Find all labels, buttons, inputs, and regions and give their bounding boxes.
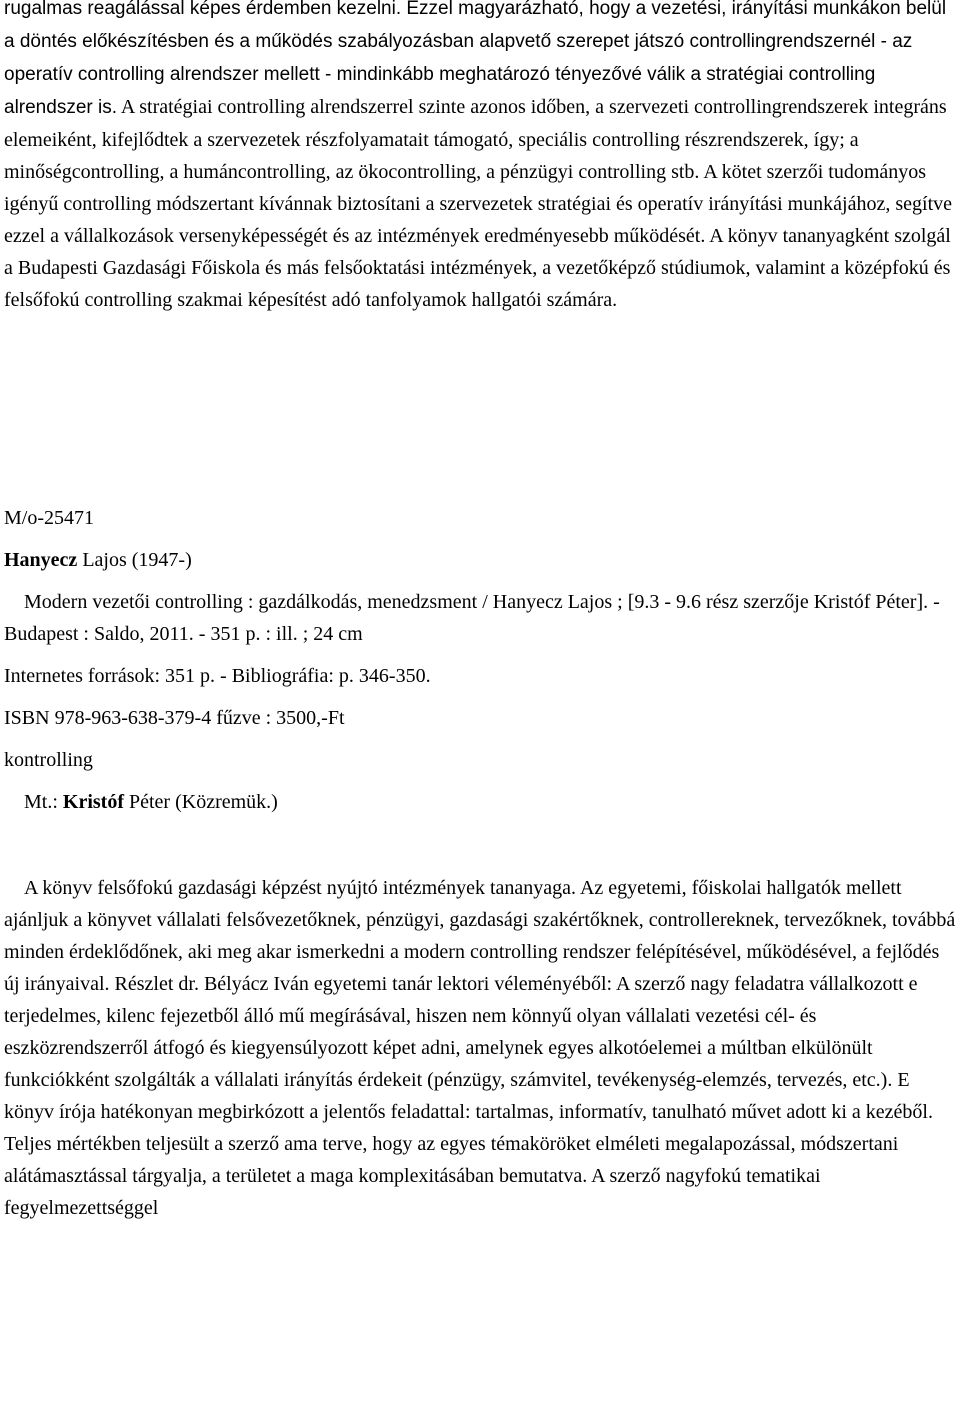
record-title-statement: Modern vezetői controlling : gazdálkodás, menedzsment / Hanyecz Lajos ; [9.3 - 9.6 rész szerzője Kristóf Péter]. - Budapest : Saldo, 2011. - 351 p. : ill. ; 24 cm: [4, 591, 940, 645]
contributor-surname: Kristóf: [62, 791, 124, 813]
record-subject: kontrolling: [4, 749, 93, 771]
record-notes: Internetes források: 351 p. - Bibliográfia: p. 346-350.: [4, 665, 431, 687]
intro-serif-text: A stratégiai controlling alrendszerrel szinte azonos időben, a szervezeti controllingrendszerek integráns elemeiként, kifejlődtek a szervezetek részfolyamatait támogató, speciális controlling részrendszerek, így; a minőségcontrolling, a humáncontrolling, az ökocontrolling, a pénzügyi controlling stb. A kötet szerzői tudományos igényű controlling módszertant kívánnak biztosítani a szervezetek stratégiai és operatív irányítási munkájához, segítve ezzel a vállalkozások versenyképességét és az intézmények eredményesebb működését. A könyv tananyagként szolgál a Budapesti Gazdasági Főiskola és más felsőoktatási intézmények, a vezetőképző stúdiumok, valamint a középfokú és felsőfokú controlling szakmai képesítést adó tanfolyamok hallgatói számára.: [4, 96, 953, 311]
record-contributor: [4, 786, 956, 818]
contributor-prefix: Mt.:: [24, 791, 63, 813]
intro-sans-text: rugalmas reagálással képes érdemben kezelni. Ezzel magyarázható, hogy a vezetési, irányítási munkákon belül a döntés előkészítésben és a működés szabályozásban alapvető szerepet játszó controllingrendszernél - az operatív controlling alrendszer mellett - mindinkább meghatározó tényezővé válik a stratégiai controlling alrendszer is.: [4, 0, 947, 118]
intro-paragraph: [4, 0, 956, 316]
catalog-record: [4, 502, 956, 818]
abstract-paragraph: A könyv felsőfokú gazdasági képzést nyújtó intézmények tananyaga. Az egyetemi, főiskolai hallgatók mellett ajánljuk a könyvet vállalati felsővezetőknek, pénzügyi, gazdasági szakértőknek, controllereknek, tervezőknek, továbbá minden érdeklődőnek, aki meg akar ismerkedni a modern controlling rendszer felépítésével, működésével, a fejlődés új irányaival. Részlet dr. Bélyácz Iván egyetemi tanár lektori véleményéből: A szerző nagy feladatra vállalkozott e terjedelmes, kilenc fejezetből álló mű megírásával, hiszen nem könnyű olyan vállalati vezetési cél- és eszközrendszerről átfogó és kiegyensúlyozott képet adni, amelynek egyes alkotóelemei a múltban elkülönült funkciókként szolgálták a vállalati irányítás érdekeit (pénzügy, számvitel, tevékenység-elemzés, tervezés, etc.). E könyv írója hatékonyan megbirkózott a jelentős feladattal: tartalmas, informatív, tanulható művet adott ki a kezéből. Teljes mértékben teljesült a szerző ama terve, hogy az egyes témaköröket elméleti megalapozással, módszertani alátámasztással tárgyalja, a területet a maga komplexitásában bemutatva. A szerző nagyfokú tematikai fegyelmezettséggel: [4, 877, 956, 1219]
contributor-rest: Péter (Közremük.): [124, 791, 278, 813]
document-page: [4, 0, 956, 1224]
record-isbn: ISBN 978-963-638-379-4 fűzve : 3500,-Ft: [4, 707, 345, 729]
record-id: M/o-25471: [4, 507, 94, 529]
author-surname: Hanyecz: [4, 549, 78, 571]
record-author: [4, 544, 956, 576]
author-rest: Lajos (1947-): [77, 549, 192, 571]
